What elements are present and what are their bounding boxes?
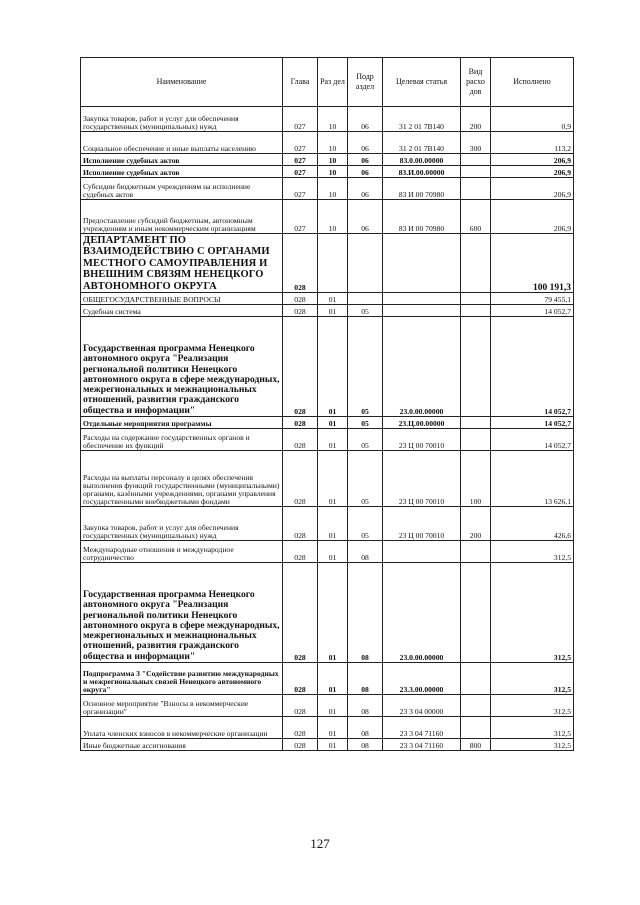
- cell-vid: [461, 154, 491, 166]
- cell-vid: [461, 429, 491, 451]
- cell-podrazdel: 05: [348, 305, 383, 317]
- cell-podrazdel: 05: [348, 417, 383, 429]
- cell-name: Субсидии бюджетным учреждениям на исполнение судебных актов: [81, 178, 283, 200]
- cell-target: 23.0.00.00000: [383, 563, 461, 663]
- cell-razdel: 10: [318, 178, 348, 200]
- header-target: Целевая статья: [383, 58, 461, 107]
- table-row: [81, 695, 574, 717]
- cell-glava: 028: [283, 234, 318, 293]
- table-row: [81, 663, 574, 695]
- cell-razdel: 01: [318, 293, 348, 305]
- cell-vid: 300: [461, 132, 491, 154]
- cell-vid: [461, 317, 491, 417]
- cell-glava: 027: [283, 154, 318, 166]
- cell-target: 23 3 04 71160: [383, 739, 461, 751]
- cell-glava: 028: [283, 429, 318, 451]
- table-row: [81, 178, 574, 200]
- cell-glava: 028: [283, 663, 318, 695]
- table-row: [81, 739, 574, 751]
- cell-glava: 027: [283, 107, 318, 132]
- cell-vid: 200: [461, 107, 491, 132]
- header-vid: Вид расхо дов: [461, 58, 491, 107]
- table-row: [81, 563, 574, 663]
- cell-done: 312,5: [491, 717, 574, 739]
- cell-done: 312,5: [491, 541, 574, 563]
- cell-name: Исполнение судебных актов: [81, 166, 283, 178]
- cell-target: 83 И 00 70980: [383, 200, 461, 234]
- cell-glava: 027: [283, 178, 318, 200]
- cell-name: Подпрограмма 3 "Содействие развитию международных и межрегиональных связей Ненецкого автономного округа": [81, 663, 283, 695]
- cell-razdel: 01: [318, 305, 348, 317]
- cell-vid: [461, 166, 491, 178]
- cell-name: Государственная программа Ненецкого автономного округа "Реализация региональной политики Ненецкого автономного округа в сфере международных, межрегиональных и межнациональных отношений, развития гражданского общества и информации": [81, 317, 283, 417]
- table-header-row: [81, 58, 574, 107]
- cell-target: 23.3.00.00000: [383, 663, 461, 695]
- cell-podrazdel: 05: [348, 317, 383, 417]
- cell-vid: 100: [461, 451, 491, 507]
- cell-vid: [461, 417, 491, 429]
- cell-podrazdel: 06: [348, 178, 383, 200]
- cell-glava: 027: [283, 166, 318, 178]
- table-row: [81, 305, 574, 317]
- cell-razdel: 01: [318, 317, 348, 417]
- cell-glava: 028: [283, 507, 318, 541]
- cell-done: 312,5: [491, 695, 574, 717]
- cell-target: 83.И.00.00000: [383, 166, 461, 178]
- table-row: [81, 166, 574, 178]
- cell-target: 23 3 04 71160: [383, 717, 461, 739]
- table-row: [81, 429, 574, 451]
- cell-glava: 028: [283, 317, 318, 417]
- cell-razdel: 01: [318, 507, 348, 541]
- cell-target: [383, 293, 461, 305]
- cell-done: 14 052,7: [491, 305, 574, 317]
- cell-done: 14 052,7: [491, 317, 574, 417]
- cell-name: Судебная система: [81, 305, 283, 317]
- table-row: [81, 107, 574, 132]
- table-row: [81, 451, 574, 507]
- cell-vid: [461, 234, 491, 293]
- cell-name: ОБЩЕГОСУДАРСТВЕННЫЕ ВОПРОСЫ: [81, 293, 283, 305]
- cell-podrazdel: 08: [348, 563, 383, 663]
- cell-target: [383, 305, 461, 317]
- cell-razdel: 10: [318, 132, 348, 154]
- cell-target: 23 Ц 00 70010: [383, 507, 461, 541]
- budget-table: [80, 57, 574, 751]
- cell-done: 14 052,7: [491, 417, 574, 429]
- cell-glava: 028: [283, 563, 318, 663]
- cell-vid: [461, 663, 491, 695]
- cell-target: 83.0.00.00000: [383, 154, 461, 166]
- table-row: [81, 293, 574, 305]
- cell-podrazdel: [348, 293, 383, 305]
- cell-vid: [461, 695, 491, 717]
- cell-target: 23.Ц.00.00000: [383, 417, 461, 429]
- cell-glava: 027: [283, 132, 318, 154]
- cell-podrazdel: 06: [348, 107, 383, 132]
- cell-target: [383, 234, 461, 293]
- cell-podrazdel: 06: [348, 166, 383, 178]
- cell-done: 113,2: [491, 132, 574, 154]
- page-number: 127: [310, 836, 330, 851]
- cell-done: 79 455,1: [491, 293, 574, 305]
- cell-vid: 800: [461, 739, 491, 751]
- cell-glava: 027: [283, 200, 318, 234]
- cell-podrazdel: 06: [348, 200, 383, 234]
- cell-razdel: 01: [318, 541, 348, 563]
- cell-razdel: 10: [318, 166, 348, 178]
- cell-done: 312,5: [491, 663, 574, 695]
- cell-podrazdel: 05: [348, 429, 383, 451]
- cell-name: Государственная программа Ненецкого автономного округа "Реализация региональной политики Ненецкого автономного округа в сфере международных, межрегиональных и межнациональных отношений, развития гражданского общества и информации": [81, 563, 283, 663]
- cell-done: 100 191,3: [491, 234, 574, 293]
- cell-razdel: 01: [318, 451, 348, 507]
- cell-name: ДЕПАРТАМЕНТ ПО ВЗАИМОДЕЙСТВИЮ С ОРГАНАМИ МЕСТНОГО САМОУПРАВЛЕНИЯ И ВНЕШНИМ СВЯЗЯМ НЕНЕЦКОГО АВТОНОМНОГО ОКРУГА: [81, 234, 283, 293]
- cell-vid: [461, 541, 491, 563]
- cell-razdel: 01: [318, 695, 348, 717]
- cell-vid: 200: [461, 507, 491, 541]
- cell-name: Расходы на выплаты персоналу в целях обеспечения выполнения функций государственными (муниципальными) органами, казёнными учреждениями, органами управления государственными внебюджетными фондами: [81, 451, 283, 507]
- table-row: [81, 317, 574, 417]
- cell-vid: [461, 178, 491, 200]
- cell-razdel: [318, 234, 348, 293]
- cell-done: 312,5: [491, 563, 574, 663]
- header-podrazdel: Подр аздел: [348, 58, 383, 107]
- cell-target: 23 Ц 00 70010: [383, 429, 461, 451]
- cell-done: 13 626,1: [491, 451, 574, 507]
- cell-name: Социальное обеспечение и иные выплаты населению: [81, 132, 283, 154]
- cell-done: 14 052,7: [491, 429, 574, 451]
- cell-glava: 028: [283, 695, 318, 717]
- cell-name: Иные бюджетные ассигнования: [81, 739, 283, 751]
- cell-razdel: 10: [318, 200, 348, 234]
- cell-done: 0,9: [491, 107, 574, 132]
- cell-name: Закупка товаров, работ и услуг для обеспечения государственных (муниципальных) нужд: [81, 507, 283, 541]
- cell-razdel: 10: [318, 107, 348, 132]
- cell-name: Уплата членских взносов в некоммерческие организации: [81, 717, 283, 739]
- cell-target: 31 2 01 7В140: [383, 132, 461, 154]
- cell-podrazdel: 08: [348, 663, 383, 695]
- cell-done: 206,9: [491, 178, 574, 200]
- cell-done: 206,9: [491, 166, 574, 178]
- cell-name: Расходы на содержание государственных органов и обеспечение их функций: [81, 429, 283, 451]
- cell-vid: [461, 563, 491, 663]
- cell-podrazdel: [348, 234, 383, 293]
- cell-razdel: 01: [318, 563, 348, 663]
- header-glava: Глава: [283, 58, 318, 107]
- cell-razdel: 01: [318, 663, 348, 695]
- cell-podrazdel: 08: [348, 717, 383, 739]
- table-row: [81, 417, 574, 429]
- cell-glava: 028: [283, 717, 318, 739]
- cell-target: 83 И 00 70980: [383, 178, 461, 200]
- cell-podrazdel: 08: [348, 541, 383, 563]
- cell-razdel: 10: [318, 154, 348, 166]
- cell-glava: 028: [283, 417, 318, 429]
- cell-podrazdel: 08: [348, 695, 383, 717]
- cell-razdel: 01: [318, 429, 348, 451]
- cell-podrazdel: 05: [348, 451, 383, 507]
- cell-razdel: 01: [318, 417, 348, 429]
- cell-name: Исполнение судебных актов: [81, 154, 283, 166]
- cell-target: 23 Ц 00 70010: [383, 451, 461, 507]
- cell-name: Отдельные мероприятия программы: [81, 417, 283, 429]
- cell-glava: 028: [283, 305, 318, 317]
- cell-done: 426,6: [491, 507, 574, 541]
- cell-podrazdel: 05: [348, 507, 383, 541]
- table-row: [81, 507, 574, 541]
- cell-glava: 028: [283, 451, 318, 507]
- table-row: [81, 132, 574, 154]
- cell-name: Закупка товаров, работ и услуг для обеспечения государственных (муниципальных) нужд: [81, 107, 283, 132]
- cell-target: 23 3 04 00000: [383, 695, 461, 717]
- cell-done: 312,5: [491, 739, 574, 751]
- cell-done: 206,9: [491, 154, 574, 166]
- cell-glava: 028: [283, 739, 318, 751]
- cell-podrazdel: 08: [348, 739, 383, 751]
- cell-vid: [461, 717, 491, 739]
- cell-vid: 600: [461, 200, 491, 234]
- cell-glava: 028: [283, 541, 318, 563]
- cell-glava: 028: [283, 293, 318, 305]
- table-row: [81, 234, 574, 293]
- cell-name: Предоставление субсидий бюджетным, автономным учреждениям и иным некоммерческим организациям: [81, 200, 283, 234]
- table-row: [81, 154, 574, 166]
- cell-vid: [461, 305, 491, 317]
- cell-razdel: 01: [318, 739, 348, 751]
- header-done: Исполнено: [491, 58, 574, 107]
- cell-target: [383, 541, 461, 563]
- table-row: [81, 200, 574, 234]
- cell-podrazdel: 06: [348, 154, 383, 166]
- cell-name: Международные отношения и международное сотрудничество: [81, 541, 283, 563]
- cell-target: 23.0.00.00000: [383, 317, 461, 417]
- table-row: [81, 717, 574, 739]
- cell-vid: [461, 293, 491, 305]
- cell-target: 31 2 01 7В140: [383, 107, 461, 132]
- header-razdel: Раз дел: [318, 58, 348, 107]
- cell-name: Основное мероприятие "Взносы в некоммерческие организации": [81, 695, 283, 717]
- cell-podrazdel: 06: [348, 132, 383, 154]
- table-row: [81, 541, 574, 563]
- cell-done: 206,9: [491, 200, 574, 234]
- cell-razdel: 01: [318, 717, 348, 739]
- header-name: Наименование: [81, 58, 283, 107]
